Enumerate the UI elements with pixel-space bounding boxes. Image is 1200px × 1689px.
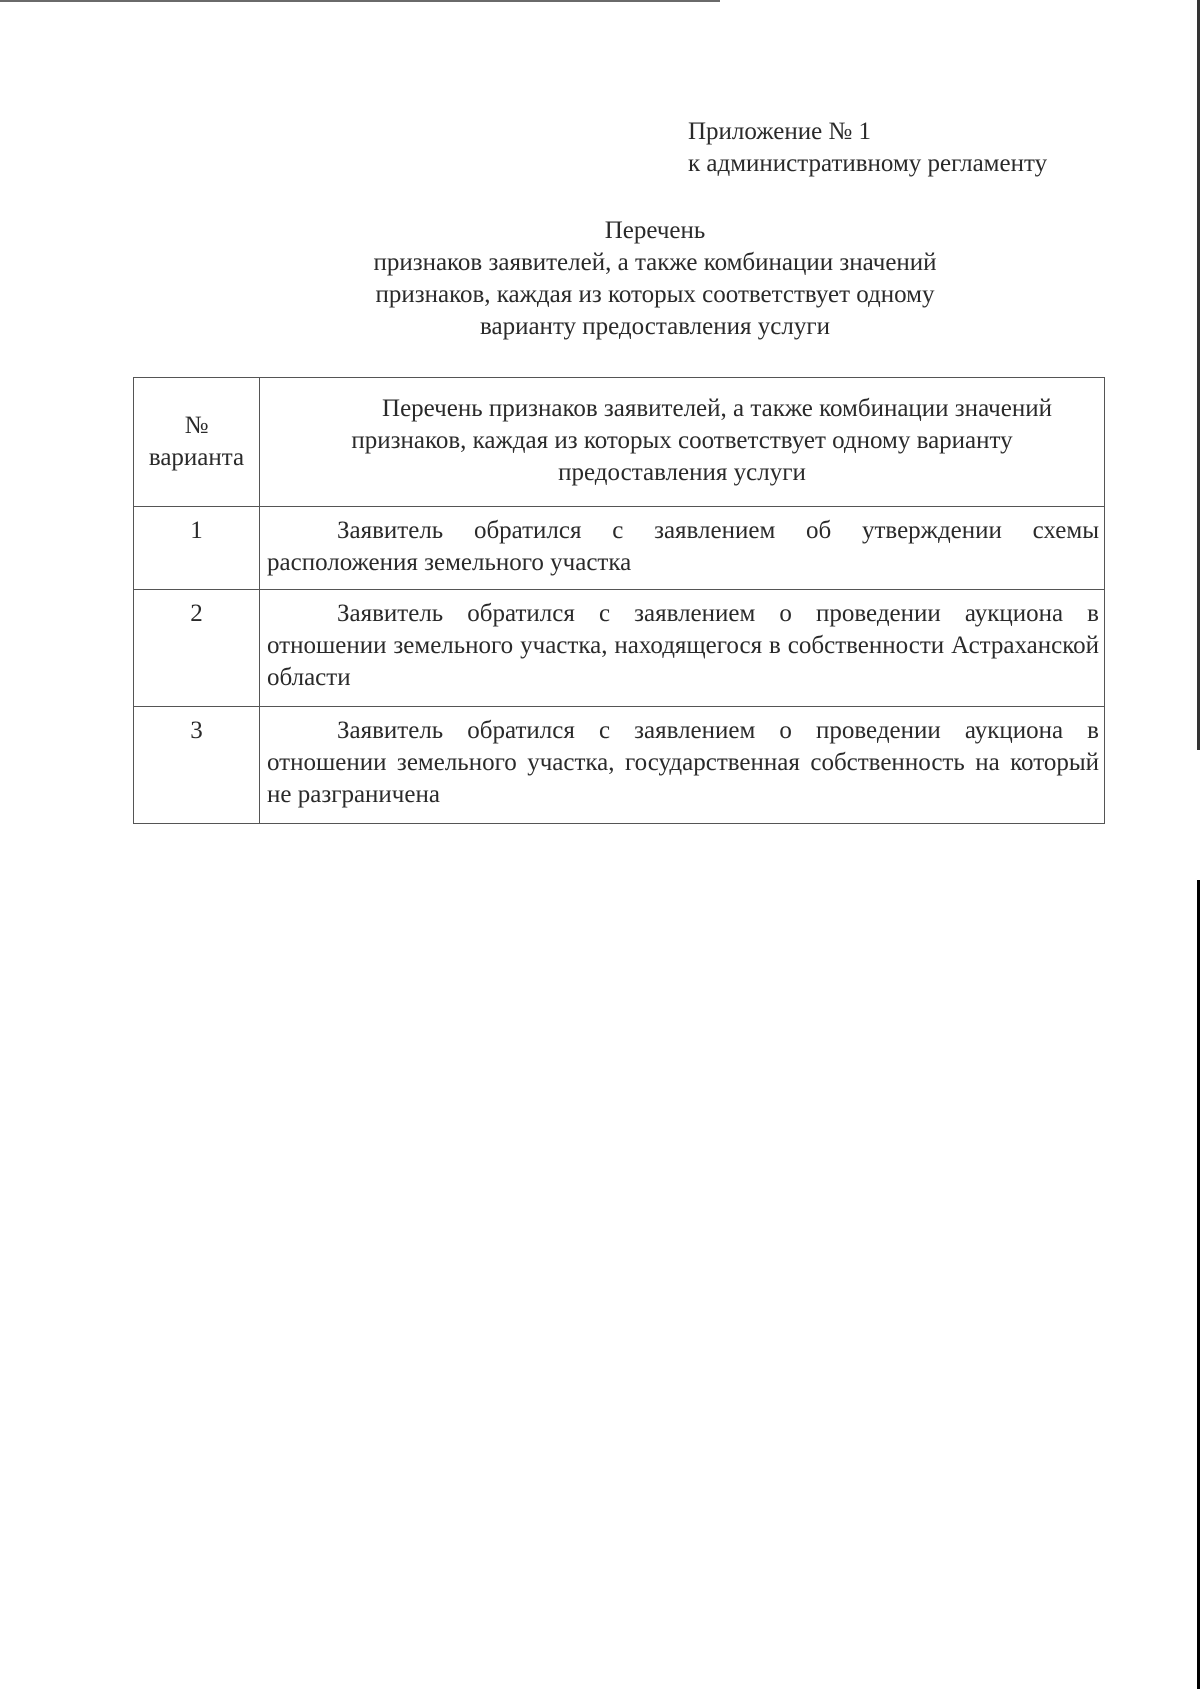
variant-description: Заявитель обратился с заявлением об утверждении схемы расположения земельного участка [260,507,1105,590]
variants-table [133,377,1105,824]
table-row [134,590,1105,707]
title-line-4: варианту предоставления услуги [480,313,830,340]
appendix-regulation: к административному регламенту [688,150,1048,177]
table-row [134,507,1105,590]
header-variant-number [134,378,260,507]
title-line-1: Перечень [604,217,706,244]
variant-description: Заявитель обратился с заявлением о проведении аукциона в отношении земельного участка, государственная собственность на который не разграничена [260,707,1105,824]
header-num-label: варианта [148,444,245,471]
scan-top-edge [0,0,720,2]
table-row [134,707,1105,824]
title-line-2: признаков заявителей, а также комбинации значений [373,249,937,276]
document-title [300,215,1010,343]
variant-number: 3 [134,707,260,824]
appendix-reference [688,116,1047,180]
variant-number: 1 [134,507,260,590]
table-header-row [134,378,1105,507]
header-num-symbol: № [184,412,209,439]
header-description: Перечень признаков заявителей, а также комбинации значений признаков, каждая из которых соответствует одному варианту предоставления услуги [260,378,1105,507]
variant-description: Заявитель обратился с заявлением о проведении аукциона в отношении земельного участка, находящегося в собственности Астраханской области [260,590,1105,707]
appendix-number: Приложение № 1 [688,118,872,145]
variant-number: 2 [134,590,260,707]
title-line-3: признаков, каждая из которых соответствует одному [375,281,935,308]
